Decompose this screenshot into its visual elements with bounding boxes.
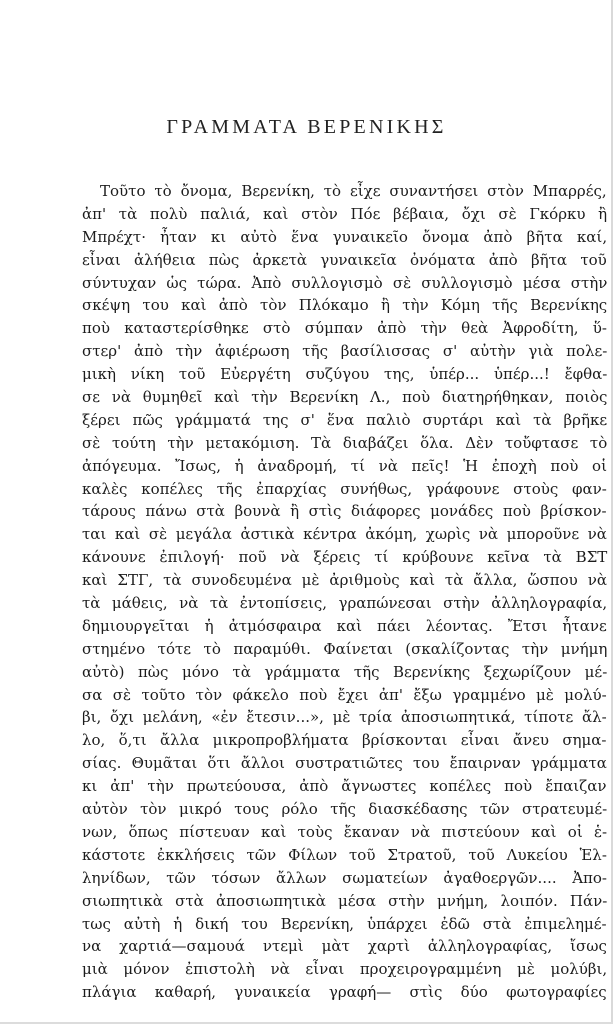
text-line: σὲ τούτη τὴν μετακόμιση. Τὰ διαβάζει ὅλα. Δὲν τοὔφτασε τὸ [82, 433, 608, 452]
text-line: μικὴ νίκη τοῦ Εὐεργέτη συζύγου της, ὑπέρ... ὑπέρ...! ἔφθα- [82, 365, 608, 384]
text-line: νων, ὅπως πίστευαν καὶ τοὺς ἔκαναν νὰ πιστεύουν καὶ οἱ ἑ- [82, 822, 608, 841]
text-line: βι, ὄχι μελάνη, «ἐν ἔτεσιν...», μὲ τρία ἀποσιωπητικά, τίποτε ἄλ- [82, 708, 607, 727]
text-line: ποὺ καταστερίσθηκε στὸ σύμπαν ἀπὸ τὴν θεὰ Ἀφροδίτη, ὕ- [82, 319, 607, 338]
text-line: εἶναι ἀλήθεια πὼς ἀρκετὰ γυναικεῖα ὀνόματα ἀπὸ βῆτα τοῦ [82, 250, 607, 269]
text-line: σιωπητικὰ στὰ ἀποσιωπητικὰ μέσα στὴν μνήμη, λοιπόν. Πάν- [82, 891, 608, 910]
text-line: δημιουργεῖται ἡ ἀτμόσφαιρα καὶ πάει λέοντας. Ἔτσι ἦτανε [82, 616, 607, 635]
text-line: αὐτὸ) πὼς μόνο τὰ γράμματα τῆς Βερενίκης ξεχωρίζουν μέ- [82, 662, 608, 681]
text-line: πλάγια καθαρή, γυναικεία γραφή— στὶς δύο φωτογραφίες [82, 983, 607, 1002]
text-line: μιὰ μόνον ἐπιστολὴ νὰ εἶναι προχειρογραμμένη μὲ μολύβι, [82, 960, 608, 979]
text-line: ἀπ' τὰ πολὺ παλιά, καὶ στὸν Πόε βέβαια, ὄχι σὲ Γκόρκυ ἢ [82, 204, 608, 223]
text-line: στερ' ἀπὸ τὴν ἀφιέρωση τῆς βασίλισσας σ' αὐτὴν γιὰ πολε- [82, 342, 608, 361]
text-line: καλὲς κοπέλες τῆς ἐπαρχίας συνήθως, γράφουνε στοὺς φαν- [82, 479, 607, 498]
text-line: ληνίδων, τῶν τόσων ἄλλων σωματείων ἀγαθοεργῶν.... Ἀπο- [82, 868, 607, 887]
body-text [82, 180, 607, 1004]
text-line: τάρους πάνω στὰ βουνὰ ἢ στὶς διάφορες μονάδες ποὺ βρίσκον- [82, 502, 607, 521]
text-line: τως αὐτὴ ἡ δική του Βερενίκη, ὑπάρχει ἐδῶ στὰ ἐπιμελημέ- [82, 914, 607, 933]
text-line: ἀπόγευμα. Ἴσως, ἡ ἀναδρομή, τί νὰ πεῖς! Ἡ ἐποχὴ ποὺ οἱ [82, 456, 607, 475]
text-line: στημένο τότε τὸ παραμύθι. Φαίνεται (σκαλίζοντας τὴν μνήμη [82, 639, 608, 658]
text-line: σίας. Θυμᾶται ὅτι ἄλλοι συστρατιῶτες του ἔπαιρναν γράμματα [82, 754, 607, 773]
text-line: τὰ μάθεις, νὰ τὰ ἐντοπίσεις, γραπώνεσαι στὴν ἀλληλογραφία, [82, 594, 608, 613]
text-line: σα σὲ τοῦτο τὸν φάκελο ποὺ ἔχει ἀπ' ἔξω γραμμένο μὲ μολύ- [82, 685, 607, 704]
text-line: λο, ὅ,τι ἄλλα μικροπροβλήματα βρίσκονται εἶναι ἄνευ σημα- [82, 731, 607, 750]
text-line: να χαρτιά—σαμουά ντεμὶ μὰτ χαρτὶ ἀλληλογραφίας, ἴσως [82, 937, 607, 956]
text-line: αὐτὸν τὸν μικρό τους ρόλο τῆς διασκέδασης τῶν στρατευμέ- [82, 800, 608, 819]
text-line: ται καὶ σὲ μεγάλα ἀστικὰ κέντρα ἀκόμη, χωρὶς νὰ μποροῦνε νὰ [82, 525, 607, 544]
text-line: καὶ ΣΤΓ, τὰ συνοδευμένα μὲ ἀριθμοὺς καὶ τὰ ἄλλα, ὥσπου νὰ [82, 571, 608, 590]
text-line: κι ἀπ' τὴν πρωτεύουσα, ἀπὸ ἄγνωστες κοπέλες ποὺ ἔπαιζαν [82, 777, 607, 796]
text-line: σύντυχαν ὡς τώρα. Ἀπὸ συλλογισμὸ σὲ συλλογισμὸ μέσα στὴν [82, 273, 608, 292]
text-line: σκέψη του καὶ ἀπὸ τὸν Πλόκαμο ἢ τὴν Κόμη τῆς Βερενίκης [82, 296, 608, 315]
text-line: κάστοτε ἐκκλήσεις τῶν Φίλων τοῦ Στρατοῦ, τοῦ Λυκείου Ἑλ- [82, 845, 607, 864]
text-line: ξέρει πῶς γράμματά της σ' ἕνα παλιὸ συρτάρι καὶ τὰ βρῆκε [82, 410, 608, 429]
text-line: Τοῦτο τὸ ὄνομα, Βερενίκη, τὸ εἶχε συναντήσει στὸν Μπαρρές, [100, 182, 607, 200]
text-line: κάνουνε ἐπιλογή· ποῦ νὰ ξέρεις τί κρύβουνε κεῖνα τὰ ΒΣΤ [82, 548, 608, 567]
text-line: Μπρέχτ· ἦταν κι αὐτὸ ἕνα γυναικεῖο ὄνομα ἀπὸ βῆτα καί, [82, 227, 608, 246]
page-title: ΓΡΑΜΜΑΤΑ ΒΕΡΕΝΙΚΗΣ [166, 116, 447, 138]
text-line: σε νὰ θυμηθεῖ καὶ τὴν Βερενίκη Λ., ποὺ διατηρήθηκαν, ποιὸς [82, 388, 608, 407]
